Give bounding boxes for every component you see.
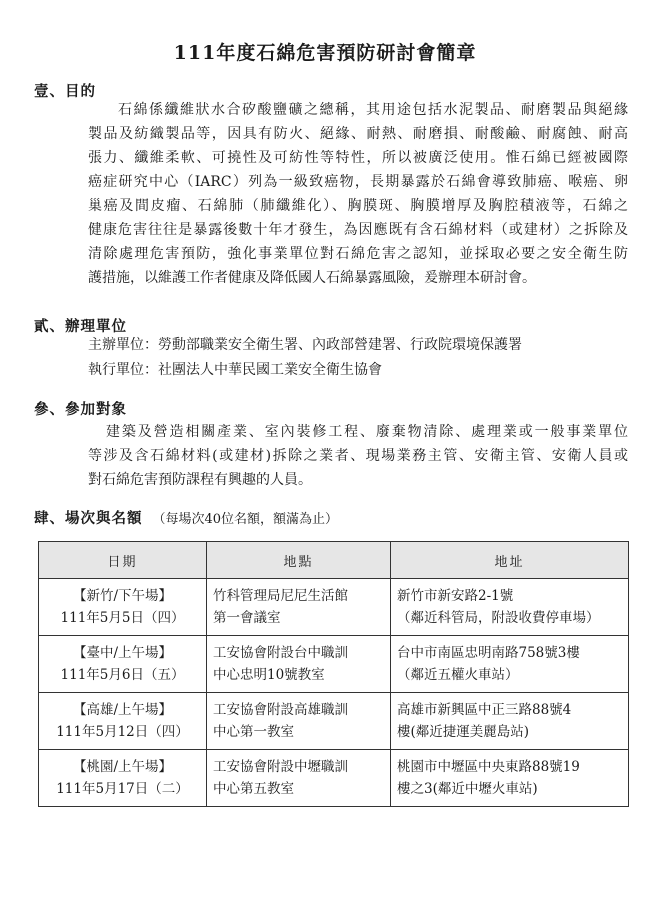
address-cell — [391, 750, 629, 807]
date-cell — [39, 750, 207, 807]
address-line: 台中市南區忠明南路758號3樓 — [397, 645, 580, 661]
venue-cell — [207, 693, 391, 750]
participants-paragraph — [88, 420, 628, 492]
table-row — [39, 579, 629, 636]
address-line: 樓(鄰近捷運美麗島站) — [397, 724, 530, 740]
venue-cell — [207, 750, 391, 807]
venue-line: 工安協會附設高雄職訓 — [213, 702, 348, 718]
column-header-address: 地址 — [391, 542, 629, 579]
purpose-line: 護措施，以維護工作者健康及降低國人石綿暴露風險，爰辦理本研討會。 — [88, 270, 536, 286]
venue-line: 第一會議室 — [213, 610, 281, 626]
date-cell — [39, 636, 207, 693]
address-line: （鄰近科管局，附設收費停車場） — [397, 610, 600, 626]
purpose-line: 清除處理危害預防，強化事業單位對石綿危害之認知，並採取必要之安全衛生防 — [88, 246, 628, 262]
schedule-table — [38, 541, 629, 807]
session-label: 【臺中/上午場】 — [72, 645, 173, 661]
venue-line: 工安協會附設中壢職訓 — [213, 759, 348, 775]
venue-line: 工安協會附設台中職訓 — [213, 645, 348, 661]
host-unit: 主辦單位：勞動部職業安全衛生署、內政部營建署、行政院環境保護署 — [88, 337, 522, 353]
purpose-line: 石綿係纖維狀水合矽酸鹽礦之總稱，其用途包括水泥製品、耐磨製品與絕緣 — [118, 102, 628, 118]
section-heading-participants: 參、參加對象 — [34, 402, 127, 418]
venue-line: 中心忠明10號教室 — [213, 667, 325, 683]
session-label: 【高雄/上午場】 — [72, 702, 173, 718]
purpose-line: 製品及紡織製品等，因具有防火、絕緣、耐熱、耐磨損、耐酸鹼、耐腐蝕、耐高 — [88, 126, 628, 142]
column-header-venue: 地點 — [207, 542, 391, 579]
venue-line: 中心第一教室 — [213, 724, 294, 740]
purpose-line: 健康危害往往是暴露後數十年才發生，為因應既有含石綿材料（或建材）之拆除及 — [88, 222, 628, 238]
session-date: 111年5月12日（四） — [56, 724, 189, 740]
session-label: 【桃園/上午場】 — [72, 759, 173, 775]
address-cell — [391, 693, 629, 750]
participants-line: 建築及營造相關產業、室內裝修工程、廢棄物清除、處理業或一般事業單位 — [106, 424, 628, 440]
session-label: 【新竹/下午場】 — [72, 588, 173, 604]
executor-unit: 執行單位：社團法人中華民國工業安全衛生協會 — [88, 362, 382, 378]
purpose-paragraph — [88, 98, 628, 290]
address-line: （鄰近五權火車站） — [397, 667, 519, 683]
column-header-date: 日期 — [39, 542, 207, 579]
table-row — [39, 693, 629, 750]
page-title: 111年度石綿危害預防研討會簡章 — [173, 42, 477, 64]
session-date: 111年5月6日（五） — [60, 667, 185, 683]
venue-cell — [207, 636, 391, 693]
address-line: 樓之3(鄰近中壢火車站) — [397, 781, 538, 797]
purpose-line: 巢癌及間皮瘤、石綿肺（肺纖維化）、胸膜斑、胸膜增厚及胸腔積液等，石綿之 — [88, 198, 628, 214]
section-heading-organizer: 貳、辦理單位 — [34, 319, 127, 335]
date-cell — [39, 579, 207, 636]
session-date: 111年5月5日（四） — [60, 610, 185, 626]
venue-line: 中心第五教室 — [213, 781, 294, 797]
purpose-line: 癌症研究中心（IARC）列為一級致癌物，長期暴露於石綿會導致肺癌、喉癌、卵 — [88, 174, 628, 190]
participants-line: 對石綿危害預防課程有興趣的人員。 — [88, 472, 312, 488]
address-cell — [391, 636, 629, 693]
venue-cell — [207, 579, 391, 636]
session-date: 111年5月17日（二） — [56, 781, 189, 797]
address-line: 高雄市新興區中正三路88號4 — [397, 702, 572, 718]
venue-line: 竹科管理局尼尼生活館 — [213, 588, 348, 604]
table-header-row — [39, 542, 629, 579]
address-cell — [391, 579, 629, 636]
participants-line: 等涉及含石綿材料(或建材)拆除之業者、現場業務主管、安衛主管、安衛人員或 — [88, 448, 628, 464]
address-line: 新竹市新安路2-1號 — [397, 588, 514, 604]
purpose-line: 張力、纖維柔軟、可撓性及可紡性等特性，所以被廣泛使用。惟石綿已經被國際 — [88, 150, 628, 166]
schedule-heading-text: 肆、場次與名額 — [34, 511, 143, 527]
date-cell — [39, 693, 207, 750]
address-line: 桃園市中壢區中央東路88號19 — [397, 759, 580, 775]
table-row — [39, 636, 629, 693]
table-row — [39, 750, 629, 807]
schedule-note: （每場次40位名額，額滿為止） — [152, 512, 339, 527]
organizer-list — [88, 333, 522, 383]
section-heading-schedule — [34, 507, 338, 528]
section-heading-purpose: 壹、目的 — [34, 84, 96, 100]
